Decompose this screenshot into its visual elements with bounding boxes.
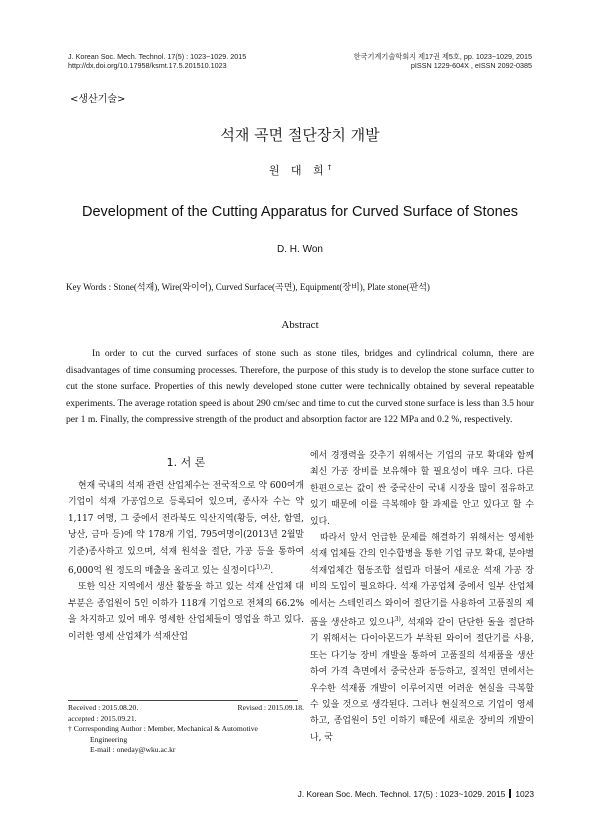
author-english: D. H. Won: [277, 244, 323, 255]
corresponding-affiliation: Engineering: [90, 734, 128, 744]
keywords: Key Words : Stone(석재), Wire(와이어), Curved Surface(곡면), Equipment(장비), Plate stone(판석): [66, 282, 430, 292]
email[interactable]: E-mail : oneday@wku.ac.kr: [90, 745, 176, 755]
body-column-left: [68, 478, 304, 645]
footnote-dates: [68, 703, 304, 714]
accepted-date: accepted : 2015.09.21.: [68, 713, 137, 723]
paragraph-text: , 석재와 같이 단단한 돌을 절단하기 위해서는 다이아몬드가 부착된 와이어 절단기를 사용, 또는 다기능 장비 개발을 통하여 고품질의 석재품을 생산하여 가격 측면에서 중국산과 동등하고, 질적인 면에서는 우수한 석재품 개발이 이루어지면 어려운 현실을 극복할 수 있을 것으로 생각된다. 그러나 현실적으로 기업이 영세하고, 종업원이 5인 이하기 때문에 새로운 장비의 개발이나, 국: [310, 618, 534, 743]
section-heading-introduction: 1. 서 론: [166, 456, 206, 469]
paragraph: 현재 국내의 석재 관련 산업체수는 전국적으로 약 600여개 기업이 석재 가공업으로 등록되어 있으며, 종사자 수는 약 1,117 여명, 그 중에서 전라북도 익산지역(황등, 여산, 함열, 낭산, 금마 등)에 약 178개 기업, 795여명이(2013년 2월말 기준)종사하고 있으며, 석재 원석을 절단, 가공 등을 통하여 6,000억 원 정도의 매출을 올리고 있는 실정이다$^{1),2)}$.: [68, 481, 304, 576]
footer-citation: J. Korean Soc. Mech. Technol. 17(5) : 1023~1029. 2015: [297, 789, 506, 799]
footnotes: [68, 703, 304, 756]
corresponding-author: † Corresponding Author : Member, Mechanical & Automotive: [68, 724, 258, 734]
revised-date: Revised : 2015.09.18.: [237, 703, 304, 712]
author-korean-name: 원 대 희: [268, 164, 328, 177]
paragraph: 또한 익산 지역에서 생산 활동을 하고 있는 석재 산업체 대부분은 종업원이 5인 이하가 118개 기업으로 전체의 66.2%을 차지하고 있어 매우 영세한 산업체들이 영업을 하고 있다. 이러한 영세 산업체가 석재산업: [68, 582, 304, 642]
citation-ref[interactable]: 1),2): [256, 564, 271, 572]
received-date: Received : 2015.08.20.: [68, 703, 139, 712]
footnote-divider: [68, 700, 298, 701]
journal-header-left: [68, 52, 246, 70]
journal-header-right: [354, 52, 532, 70]
section-tag: <생산기술>: [70, 94, 126, 105]
paragraph: 에서 경쟁력을 갖추기 위해서는 기업의 규모 확대와 함께 최신 가공 장비를 보유해야 할 필요성이 매우 크다. 다른 한편으로는 값이 싼 중국산이 국내 시장을 많이 점유하고 있기 때문에 이를 극복해야 할 과제를 안고 있다고 할 수 있다.: [310, 451, 534, 527]
abstract-body: In order to cut the curved surfaces of stone such as stone tiles, bridges and cylindrical column, there are disadvantages of time consuming processes. Therefore, the purpose of this study is to develop the stone surface cutter to cut the stone surface. Properties of this newly developed stone cutter were technically obtained by several repeatable experiments. The average rotation speed is about 290 cm/sec and time to cut the curved stone surface is less than 3.5 hour per 1 m. Finally, the compressive strength of the product and absorption factor are 122 MPa and 0.2 %, respectively.: [66, 348, 534, 426]
paragraph: [310, 530, 534, 746]
page-number: 1023: [515, 789, 534, 799]
paragraph-text: 따라서 앞서 언급한 문제를 해결하기 위해서는 영세한 석재 업체들 간의 인수합병을 통한 기업 규모 확대, 분야별 석재업체간 협동조합 설립과 더불어 새로운 석재 가공 장비의 도입이 필요하다. 석재 가공업체 중에서 일부 산업체에서는 스테인리스 와이어 절단기를 사용하여 고품질의 제품을 생산하고 있으나: [310, 533, 534, 629]
citation-ref[interactable]: 3): [394, 616, 401, 624]
title-english: Development of the Cutting Apparatus for Curved Surface of Stones: [81, 204, 519, 220]
journal-citation: J. Korean Soc. Mech. Technol. 17(5) : 1023~1029. 2015: [68, 52, 247, 61]
footer-divider: [509, 789, 511, 798]
paragraph-text: 현재 국내의 석재 관련 산업체수는 전국적으로 약 600여개 기업이 석재 가공업으로 등록되어 있으며, 종사자 수는 약 1,117 여명, 그 중에서 전라북도 익산지역(황등, 여산, 함열, 낭산, 금마 등)에 약 178개 기업, 795여명이(2013년 2월말 기준)종사하고 있으며, 석재 원석을 절단, 가공 등을 통하여 6,000억 원 정도의 매출을 올리고 있는 실정이다: [68, 481, 304, 576]
page-footer: [298, 789, 534, 799]
author-korean: [0, 162, 600, 178]
doi-link[interactable]: http://dx.doi.org/10.17958/ksmt.17.5.201510.1023: [68, 61, 227, 70]
title-korean: 석재 곡면 절단장치 개발: [220, 126, 380, 144]
corresponding-mark: †: [327, 163, 332, 172]
journal-citation-korean: 한국기계기술학회지 제17권 제5호, pp. 1023~1029, 2015: [353, 52, 532, 61]
body-column-right: [310, 448, 534, 746]
abstract-heading: Abstract: [281, 319, 319, 331]
issn-line: pISSN 1229-604X , eISSN 2092-0385: [410, 61, 532, 70]
